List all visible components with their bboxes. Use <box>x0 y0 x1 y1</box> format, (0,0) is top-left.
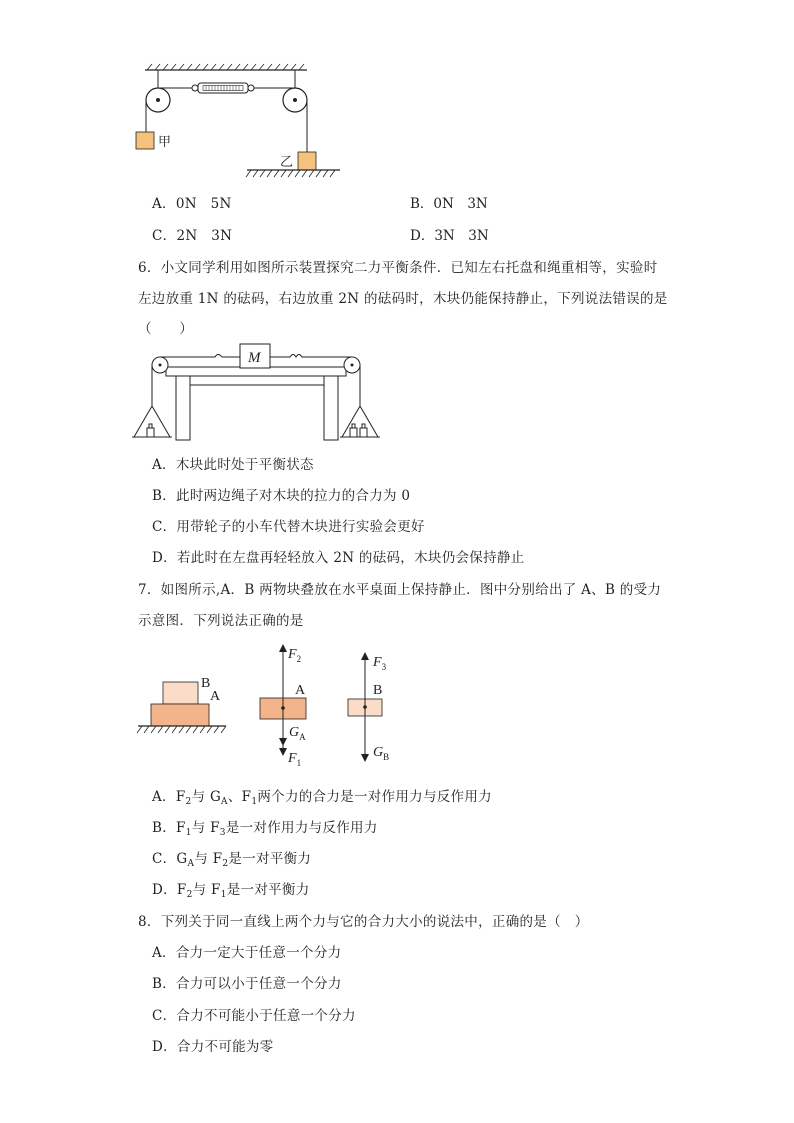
q8-option-d[interactable]: D．合力不可能为零 <box>152 1039 274 1055</box>
q6-option-a[interactable]: A．木块此时处于平衡状态 <box>152 457 314 473</box>
q8-stem: 8．下列关于同一直线上两个力与它的合力大小的说法中，正确的是（ ） <box>138 914 589 930</box>
svg-text:GA: $G_A$ <box>289 725 306 742</box>
q7-option-a[interactable]: A．$F_2$与 $G_A$、$F_1$两个力的合力是一对作用力与反作用力 <box>152 789 492 807</box>
q7-option-b[interactable]: B．$F_1$与 $F_3$是一对作用力与反作用力 <box>152 820 378 838</box>
q7-stem-line2: 示意图．下列说法正确的是 <box>138 613 304 629</box>
q6-figure <box>130 338 390 446</box>
q7-option-d[interactable]: D．$F_2$与 $F_1$是一对平衡力 <box>152 882 310 900</box>
block-a <box>151 704 209 726</box>
q5-option-a[interactable]: A．0N 5N <box>152 196 232 212</box>
q6-option-d[interactable]: D．若此时在左盘再轻轻放入 2N 的砝码，木块仍会保持静止 <box>152 550 525 566</box>
q6-option-b[interactable]: B．此时两边绳子对木块的拉力的合力为 0 <box>152 488 411 504</box>
block-jia <box>136 132 154 149</box>
q8-option-b[interactable]: B．合力可以小于任意一个分力 <box>152 976 342 992</box>
svg-text:M: M <box>248 350 261 366</box>
svg-text:B: B <box>201 676 211 691</box>
q6-stem-line1: 6．小文同学利用如图所示装置探究二力平衡条件．已知左右托盘和绳重相等，实验时 <box>138 260 658 276</box>
svg-text:B: B <box>373 683 383 698</box>
q5-figure <box>125 60 355 185</box>
svg-text:甲: 甲 <box>158 134 172 149</box>
block-yi <box>298 152 316 170</box>
q6-stem-line2: 左边放重 1N 的砝码，右边放重 2N 的砝码时，木块仍能保持静止，下列说法错误的是 <box>138 291 668 307</box>
q8-option-c[interactable]: C．合力不可能小于任意一个分力 <box>152 1008 356 1024</box>
q5-option-d[interactable]: D．3N 3N <box>410 228 489 244</box>
svg-text:F1: $F_1$ <box>288 751 302 768</box>
spring-scale <box>192 83 254 93</box>
q5-option-b[interactable]: B．0N 3N <box>410 196 488 212</box>
q8-option-a[interactable]: A．合力一定大于任意一个分力 <box>152 945 342 961</box>
block-b <box>163 682 198 704</box>
svg-text:F3: $F_3$ <box>373 655 387 672</box>
svg-text:乙: 乙 <box>280 154 294 169</box>
q5-option-c[interactable]: C．2N 3N <box>152 228 233 244</box>
q6-option-c[interactable]: C．用带轮子的小车代替木块进行实验会更好 <box>152 519 425 535</box>
svg-text:A: A <box>295 683 306 698</box>
svg-text:GB: $G_B$ <box>373 745 390 762</box>
q7-stem-line1: 7．如图所示,A．B 两物块叠放在水平桌面上保持静止．图中分别给出了 A、B 的受力 <box>138 582 662 598</box>
q7-figure <box>130 638 420 773</box>
svg-text:F2: $F_2$ <box>288 647 302 664</box>
svg-text:A: A <box>210 689 221 704</box>
q7-option-c[interactable]: C．$G_A$与 $F_2$是一对平衡力 <box>152 851 312 869</box>
q6-stem-line3: （ ） <box>138 321 194 337</box>
